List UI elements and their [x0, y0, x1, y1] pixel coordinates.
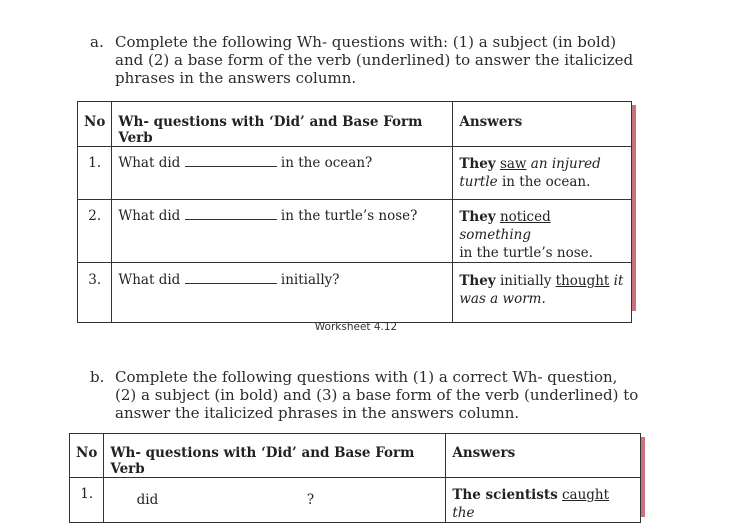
table-row [70, 478, 641, 523]
answer-subject: They [459, 156, 496, 172]
question-cell [112, 147, 453, 200]
answer-rest: in the ocean. [501, 174, 591, 190]
header-no: No [78, 102, 112, 147]
answer-subject: They [459, 209, 496, 225]
question-end: in the turtle’s nose? [280, 208, 418, 224]
instruction-b-line-1: Complete the following questions with (1) a correct Wh- question, [115, 368, 618, 386]
figure-caption [0, 321, 750, 333]
instruction-a-line-1: Complete the following Wh- questions with: (1) a subject (in bold) [115, 33, 617, 51]
question-end: in the ocean? [280, 155, 373, 171]
instruction-b-text [115, 368, 638, 422]
answer-subject: They [459, 273, 496, 289]
answer-plain: initially [499, 273, 552, 289]
instruction-b [90, 368, 650, 424]
header-question: Wh- questions with ‘Did’ and Base Form Verb [104, 434, 446, 478]
answer-blank[interactable] [110, 492, 132, 504]
answer-blank[interactable] [185, 155, 277, 167]
answer-italic-line2: was a worm. [459, 291, 546, 307]
instruction-b-line-2: (2) a subject (in bold) and (3) a base form of the verb (underlined) to [115, 386, 639, 404]
instruction-a-line-2: and (2) a base form of the verb (underlined) to answer the italicized [115, 51, 634, 69]
question-cell [104, 478, 446, 523]
answer-rest: in the turtle’s nose. [459, 245, 593, 261]
question-end: initially? [280, 272, 340, 288]
worksheet-table-a [77, 101, 632, 307]
answer-verb: noticed [499, 209, 551, 225]
answer-blank[interactable] [185, 208, 277, 220]
answer-verb: saw [499, 156, 527, 172]
answer-italic-line2: turtle [459, 174, 498, 190]
header-answers: Answers [446, 434, 641, 478]
answer-blank[interactable] [163, 492, 303, 504]
question-start: What did [118, 272, 181, 288]
question-start: What did [118, 155, 181, 171]
table-a-header-row [78, 102, 632, 147]
header-answers: Answers [453, 102, 632, 147]
question-cell [112, 200, 453, 263]
answer-italic: it [613, 273, 624, 289]
answer-subject: The scientists [452, 487, 558, 503]
header-question: Wh- questions with ‘Did’ and Base Form Verb [112, 102, 453, 147]
header-no: No [70, 434, 104, 478]
question-start: What did [118, 208, 181, 224]
instruction-a-letter: a. [90, 33, 104, 51]
table-a [77, 101, 632, 323]
answer-blank[interactable] [185, 272, 277, 284]
answer-italic: the [452, 505, 475, 521]
caption-text: Worksheet 4.12 [314, 321, 398, 333]
answer-italic: an injured [530, 156, 601, 172]
instruction-b-letter: b. [90, 368, 105, 386]
answer-cell [453, 263, 632, 323]
table-b-header-row [70, 434, 641, 478]
instruction-a-text [115, 33, 633, 87]
question-end: ? [306, 492, 315, 508]
answer-italic: something [459, 227, 531, 243]
instruction-a [90, 33, 650, 89]
answer-verb: caught [561, 487, 610, 503]
answer-cell [453, 200, 632, 263]
answer-verb: thought [555, 273, 610, 289]
answer-cell [446, 478, 641, 523]
row-number: 2. [78, 200, 112, 263]
row-number: 1. [70, 478, 104, 523]
row-number: 1. [78, 147, 112, 200]
question-mid: did [136, 492, 159, 508]
question-cell [112, 263, 453, 323]
answer-cell [453, 147, 632, 200]
table-b [69, 433, 641, 523]
table-row [78, 147, 632, 200]
table-row [78, 200, 632, 263]
instruction-a-line-3: phrases in the answers column. [115, 69, 357, 87]
worksheet-table-b [69, 433, 641, 521]
instruction-b-line-3: answer the italicized phrases in the answers column. [115, 404, 520, 422]
table-row [78, 263, 632, 323]
row-number: 3. [78, 263, 112, 323]
